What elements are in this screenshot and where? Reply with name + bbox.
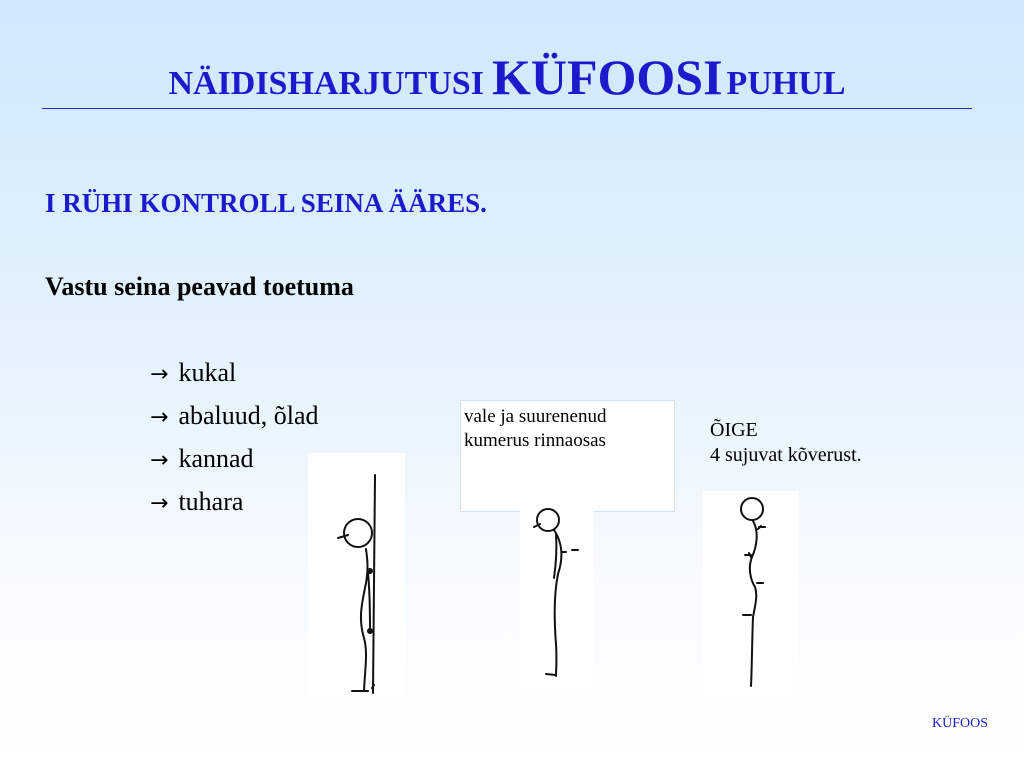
wrong-posture-figure-icon bbox=[520, 494, 593, 694]
arrow-right-icon: → bbox=[150, 362, 169, 387]
wrong-posture-caption-line-1: vale ja suurenenud bbox=[464, 406, 607, 427]
correct-posture-caption-line-2: 4 sujuvat kõverust. bbox=[710, 444, 862, 466]
wall-posture-figure-icon bbox=[308, 453, 405, 698]
list-item-label: abaluud, õlad bbox=[178, 401, 319, 430]
correct-posture-caption-line-1: ÕIGE bbox=[710, 419, 758, 441]
list-item-label: kukal bbox=[178, 358, 237, 387]
wrong-posture-caption-line-2: kumerus rinnaosas bbox=[464, 430, 606, 451]
arrow-right-icon: → bbox=[150, 491, 169, 516]
contact-points-list bbox=[150, 352, 319, 524]
wrong-posture-figure-panel bbox=[520, 494, 593, 694]
list-item-label: kannad bbox=[178, 444, 254, 473]
list-item bbox=[150, 395, 319, 438]
title-part-1: NÄIDISHARJUTUSI bbox=[168, 65, 484, 102]
list-item bbox=[150, 438, 319, 481]
arrow-right-icon: → bbox=[150, 448, 169, 473]
footer-label: KÜFOOS bbox=[931, 716, 988, 731]
correct-posture-figure-panel bbox=[703, 491, 799, 698]
section-heading: I RÜHI KONTROLL SEINA ÄÄRES. bbox=[45, 188, 487, 218]
title-part-2: KÜFOOSI bbox=[491, 49, 723, 105]
wall-posture-figure-panel bbox=[308, 453, 405, 698]
title-underline bbox=[42, 108, 972, 109]
arrow-right-icon: → bbox=[150, 405, 169, 430]
title-part-3: PUHUL bbox=[726, 65, 846, 102]
list-item-label: tuhara bbox=[178, 487, 244, 516]
correct-posture-figure-icon bbox=[703, 491, 799, 698]
list-item bbox=[150, 481, 319, 524]
slide-title bbox=[0, 48, 1014, 106]
list-item bbox=[150, 352, 319, 395]
correct-posture-caption bbox=[710, 418, 862, 468]
subheading: Vastu seina peavad toetuma bbox=[45, 272, 354, 301]
